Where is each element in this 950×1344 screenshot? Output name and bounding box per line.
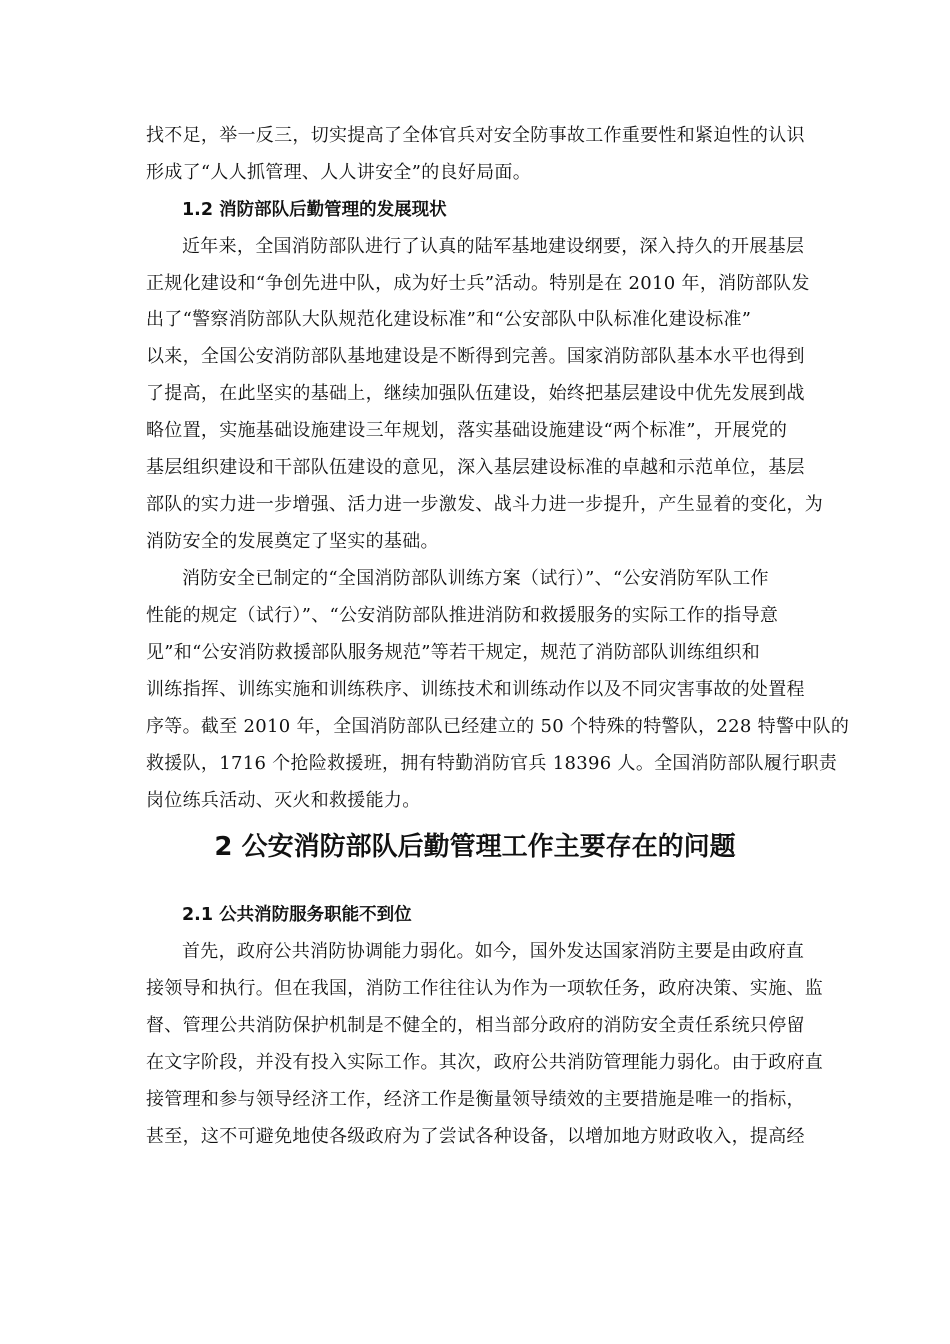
paragraph-line: 出了“警察消防部队大队规范化建设标准”和“公安部队中队标准化建设标准”	[146, 309, 752, 330]
paragraph-line: 督、管理公共消防保护机制是不健全的，相当部分政府的消防安全责任系统只停留	[146, 1015, 805, 1036]
paragraph-line: 部队的实力进一步增强、活力进一步激发、战斗力进一步提升，产生显着的变化，为	[146, 494, 824, 515]
paragraph-line: 近年来，全国消防部队进行了认真的陆军基地建设纲要，深入持久的开展基层	[182, 236, 805, 257]
section-1-2-title: 1.2 消防部队后勤管理的发展现状	[182, 200, 447, 220]
paragraph-line: 在文字阶段，并没有投入实际工作。其次，政府公共消防管理能力弱化。由于政府直	[146, 1052, 824, 1073]
paragraph-line: 岗位练兵活动、灭火和救援能力。	[146, 790, 421, 811]
paragraph-line: 了提高，在此坚实的基础上，继续加强队伍建设，始终把基层建设中优先发展到战	[146, 383, 805, 404]
paragraph-line: 性能的规定（试行）”、“公安消防部队推进消防和救援服务的实际工作的指导意	[146, 605, 779, 626]
paragraph-line: 正规化建设和“争创先进中队，成为好士兵”活动。特别是在 2010 年，消防部队发	[146, 273, 810, 294]
chapter-2-heading: 2 公安消防部队后勤管理工作主要存在的问题	[214, 832, 736, 862]
paragraph-line: 消防安全已制定的“全国消防部队训练方案（试行）”、“公安消防军队工作	[182, 568, 769, 589]
paragraph-line: 接管理和参与领导经济工作，经济工作是衡量领导绩效的主要措施是唯一的指标，	[146, 1089, 805, 1110]
section-2-1-title: 2.1 公共消防服务职能不到位	[182, 905, 412, 925]
paragraph-line: 首先，政府公共消防协调能力弱化。如今，国外发达国家消防主要是由政府直	[182, 941, 805, 962]
paragraph-line: 训练指挥、训练实施和训练秩序、训练技术和训练动作以及不同灾害事故的处置程	[146, 679, 805, 700]
paragraph-line: 略位置，实施基础设施建设三年规划，落实基础设施建设“两个标准”，开展党的	[146, 420, 788, 441]
paragraph-line: 消防安全的发展奠定了坚实的基础。	[146, 531, 439, 552]
paragraph-line: 甚至，这不可避免地使各级政府为了尝试各种设备，以增加地方财政收入，提高经	[146, 1126, 805, 1147]
paragraph-line: 见”和“公安消防救援部队服务规范”等若干规定，规范了消防部队训练组织和	[146, 642, 761, 663]
paragraph-line: 序等。截至 2010 年，全国消防部队已经建立的 50 个特殊的特警队，228 特警中队的	[146, 716, 850, 737]
paragraph-line: 救援队，1716 个抢险救援班，拥有特勤消防官兵 18396 人。全国消防部队履行职责	[146, 753, 838, 774]
paragraph-line: 以来，全国公安消防部队基地建设是不断得到完善。国家消防部队基本水平也得到	[146, 346, 805, 367]
paragraph-line: 基层组织建设和干部队伍建设的意见，深入基层建设标准的卓越和示范单位，基层	[146, 457, 805, 478]
paragraph-line: 接领导和执行。但在我国，消防工作往往认为作为一项软任务，政府决策、实施、监	[146, 978, 824, 999]
continuation-line-2: 形成了“人人抓管理、人人讲安全”的良好局面。	[146, 162, 532, 183]
continuation-line-1: 找不足，举一反三，切实提高了全体官兵对安全防事故工作重要性和紧迫性的认识	[146, 125, 805, 146]
